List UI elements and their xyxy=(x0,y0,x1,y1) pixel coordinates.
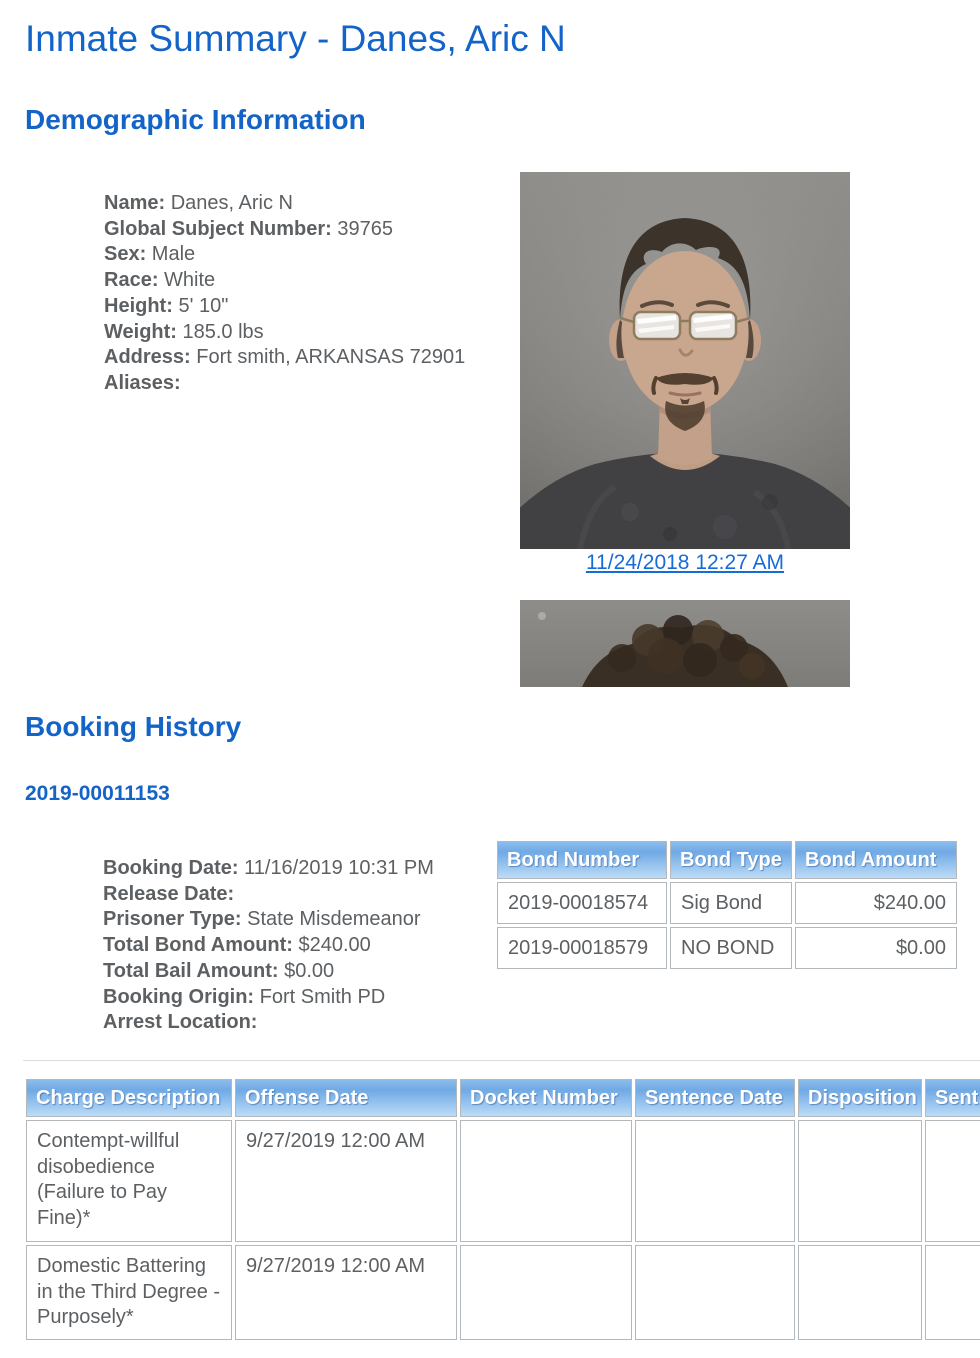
field-label: Booking Origin: xyxy=(103,985,255,1008)
field-line: Total Bail Amount: $0.00 xyxy=(103,959,335,982)
field-line: Global Subject Number: 39765 xyxy=(104,217,393,240)
field-label: Booking Date: xyxy=(103,857,239,879)
table-cell: NO BOND xyxy=(670,927,792,969)
field-line: Booking Origin: Fort Smith PD xyxy=(103,985,386,1008)
charges-table xyxy=(23,1076,980,1343)
table-row xyxy=(497,927,957,969)
demographics-fields xyxy=(104,191,516,397)
field-line: Name: Danes, Aric N xyxy=(104,192,293,214)
table-row xyxy=(26,1120,980,1242)
page-title: Inmate Summary - Danes, Aric N xyxy=(25,18,566,59)
table-cell: Contempt-willful disobedience (Failure to Pay Fine)* xyxy=(26,1120,232,1242)
table-cell: 2019-00018579 xyxy=(497,927,667,969)
table-cell xyxy=(798,1245,922,1340)
table-cell: Domestic Battering in the Third Degree - Purposely* xyxy=(26,1245,232,1340)
column-header: Disposition xyxy=(798,1079,922,1117)
booking-history-heading: Booking History xyxy=(25,711,242,742)
mugshot-second-illustration xyxy=(520,600,850,687)
demographics-heading: Demographic Information xyxy=(25,104,366,135)
booking-fields xyxy=(103,856,503,1036)
table-cell xyxy=(925,1120,980,1242)
table-row xyxy=(26,1245,980,1340)
column-header: Sent xyxy=(925,1079,980,1117)
field-label: Release Date: xyxy=(103,882,235,905)
field-line: Address: Fort smith, ARKANSAS 72901 xyxy=(104,346,466,369)
field-label: Total Bail Amount: xyxy=(103,959,279,982)
table-cell: 9/27/2019 12:00 AM xyxy=(235,1120,457,1242)
column-header: Docket Number xyxy=(460,1079,632,1117)
table-cell xyxy=(925,1245,980,1340)
table-cell xyxy=(460,1120,632,1242)
field-line xyxy=(104,371,516,397)
field-line xyxy=(103,882,503,908)
field-label: Race: xyxy=(104,269,159,292)
field-line: Race: White xyxy=(104,269,216,292)
table-cell: $240.00 xyxy=(795,882,957,924)
charges-table-header-row xyxy=(26,1079,980,1117)
field-label: Weight: xyxy=(104,320,177,343)
table-cell: Sig Bond xyxy=(670,882,792,924)
column-header: Sentence Date xyxy=(635,1079,795,1117)
field-label: Aliases: xyxy=(104,371,181,394)
column-header: Offense Date xyxy=(235,1079,457,1117)
table-cell: 9/27/2019 12:00 AM xyxy=(235,1245,457,1340)
charges-table-body xyxy=(26,1120,980,1340)
column-header: Bond Amount xyxy=(795,841,957,879)
field-label: Global Subject Number: xyxy=(104,217,332,240)
mugshot-date-link[interactable]: 11/24/2018 12:27 AM xyxy=(585,551,785,574)
bond-table-header-row xyxy=(497,841,957,879)
field-label: Total Bond Amount: xyxy=(103,934,293,957)
field-label: Arrest Location: xyxy=(103,1011,258,1034)
column-header: Bond Type xyxy=(670,841,792,879)
bond-table-body xyxy=(497,882,957,969)
mugshot-photo-second-partial xyxy=(520,600,850,687)
table-cell xyxy=(798,1120,922,1242)
field-label: Sex: xyxy=(104,243,147,266)
field-label: Address: xyxy=(104,346,191,369)
field-line: Prisoner Type: State Misdemeanor xyxy=(103,908,421,931)
table-cell xyxy=(460,1245,632,1340)
field-label: Height: xyxy=(104,294,173,317)
field-line: Total Bond Amount: $240.00 xyxy=(103,934,371,957)
mugshot-front-illustration xyxy=(520,172,850,549)
table-cell: $0.00 xyxy=(795,927,957,969)
field-line xyxy=(103,1010,503,1036)
field-label: Name: xyxy=(104,192,166,214)
field-label: Prisoner Type: xyxy=(103,908,242,931)
table-cell: 2019-00018574 xyxy=(497,882,667,924)
bond-table xyxy=(494,838,960,972)
divider-line xyxy=(23,1060,980,1061)
field-line: Weight: 185.0 lbs xyxy=(104,320,264,343)
table-row xyxy=(497,882,957,924)
field-line: Booking Date: 11/16/2019 10:31 PM xyxy=(103,857,434,879)
field-line: Sex: Male xyxy=(104,243,196,266)
booking-number: 2019-00011153 xyxy=(25,782,170,805)
mugshot-photo-front xyxy=(520,172,850,549)
field-line: Height: 5' 10" xyxy=(104,294,229,317)
table-cell xyxy=(635,1120,795,1242)
table-cell xyxy=(635,1245,795,1340)
column-header: Charge Description xyxy=(26,1079,232,1117)
column-header: Bond Number xyxy=(497,841,667,879)
